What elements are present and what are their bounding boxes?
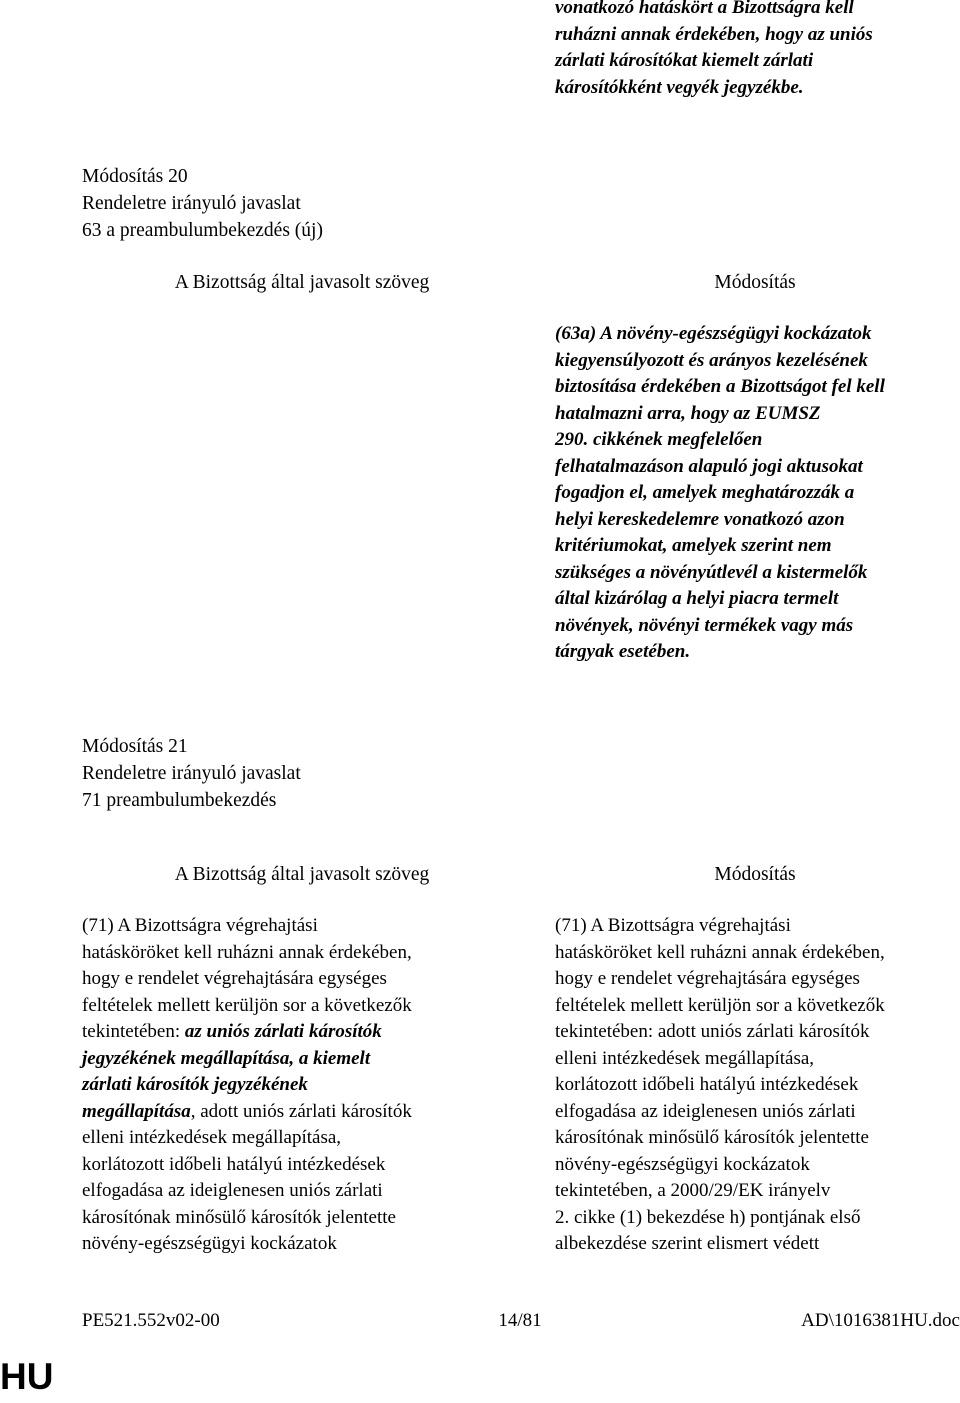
text-line: biztosítása érdekében a Bizottságot fel kell: [555, 376, 885, 397]
continuation-line: vonatkozó hatáskört a Bizottságra kell: [555, 0, 854, 18]
text-line: (71) A Bizottságra végrehajtási: [555, 915, 791, 936]
amendment-21-heading: [82, 733, 301, 814]
plain-text: feltételek mellett kerüljön sor a következők: [82, 994, 412, 1016]
plain-text: korlátozott időbeli hatályú intézkedések: [82, 1153, 386, 1175]
amendment-20-right-text: [555, 321, 885, 666]
continuation-line: ruházni annak érdekében, hogy az uniós: [555, 23, 873, 45]
amendment-title: Módosítás 21: [82, 736, 188, 757]
amendment-20-right-column-header: Módosítás: [714, 272, 796, 293]
text-line: hatásköröket kell ruházni annak érdekében,: [555, 941, 885, 963]
amendment-21-left-column-header: A Bizottság által javasolt szöveg: [174, 864, 430, 885]
amendment-20-left-column-header: A Bizottság által javasolt szöveg: [174, 272, 430, 293]
text-line: 2. cikke (1) bekezdése h) pontjának első: [555, 1206, 861, 1228]
text-line: (63a) A növény-egészségügyi kockázatok: [555, 323, 872, 344]
continuation-paragraph: [555, 0, 873, 101]
text-line: [82, 1125, 412, 1152]
plain-text: tekintetében:: [82, 1021, 185, 1042]
text-line: növények, növényi termékek vagy más: [555, 614, 854, 636]
amendment-20-heading: [82, 163, 323, 244]
text-line: hatalmazni arra, hogy az EUMSZ: [555, 402, 821, 424]
text-line: tárgyak esetében.: [555, 641, 691, 662]
text-line: fogadjon el, amelyek meghatározzák a: [555, 482, 855, 503]
plain-text: (71) A Bizottságra végrehajtási: [82, 915, 318, 936]
amendment-21-right-column-header: Módosítás: [714, 864, 796, 885]
text-line: albekezdése szerint elismert védett: [555, 1233, 820, 1254]
amendment-reference: 71 preambulumbekezdés: [82, 790, 277, 811]
text-line: 290. cikkének megfelelően: [555, 429, 763, 450]
text-line: elfogadása az ideiglenesen uniós zárlati: [555, 1100, 856, 1122]
plain-text: hogy e rendelet végrehajtására egységes: [82, 968, 387, 989]
amendment-21-right-text: [555, 913, 885, 1258]
text-line: [82, 940, 412, 967]
text-line: által kizárólag a helyi piacra termelt: [555, 588, 839, 609]
text-line: helyi kereskedelemre vonatkozó azon: [555, 508, 845, 530]
plain-text: elleni intézkedések megállapítása,: [82, 1127, 342, 1148]
plain-text: elfogadása az ideiglenesen uniós zárlati: [82, 1180, 383, 1201]
continuation-line: zárlati károsítókat kiemelt zárlati: [555, 50, 814, 71]
text-line: [82, 913, 412, 940]
text-line: [82, 966, 412, 993]
text-line: hogy e rendelet végrehajtására egységes: [555, 968, 860, 989]
plain-text: , adott uniós zárlati károsítók: [190, 1100, 412, 1122]
deleted-text: az uniós zárlati károsítók: [184, 1021, 382, 1042]
text-line: [82, 1072, 412, 1099]
text-line: [82, 993, 412, 1020]
text-line: korlátozott időbeli hatályú intézkedések: [555, 1074, 859, 1095]
text-line: [82, 1019, 412, 1046]
text-line: tekintetében, a 2000/29/EK irányelv: [555, 1180, 831, 1201]
footer-file-name: AD\1016381HU.doc: [801, 1310, 960, 1331]
continuation-line: károsítókként vegyék jegyzékbe.: [555, 76, 804, 98]
amendment-subtitle: Rendeletre irányuló javaslat: [82, 193, 301, 214]
text-line: károsítónak minősülő károsítók jelentette: [555, 1127, 869, 1148]
text-line: feltételek mellett kerüljön sor a következők: [555, 994, 885, 1016]
text-line: elleni intézkedések megállapítása,: [555, 1047, 815, 1069]
text-line: [82, 1152, 412, 1179]
deleted-text: zárlati károsítók jegyzékének: [82, 1074, 308, 1095]
text-line: felhatalmazáson alapuló jogi aktusokat: [555, 455, 863, 477]
text-line: [82, 1178, 412, 1205]
text-line: növény-egészségügyi kockázatok: [555, 1153, 810, 1175]
text-line: [82, 1046, 412, 1073]
deleted-text: jegyzékének megállapítása, a kiemelt: [82, 1047, 371, 1069]
amendment-title: Módosítás 20: [82, 166, 188, 187]
amendment-21-left-text: [82, 913, 412, 1258]
plain-text: hatásköröket kell ruházni annak érdekében,: [82, 941, 412, 963]
deleted-text: megállapítása: [82, 1100, 191, 1122]
amendment-subtitle: Rendeletre irányuló javaslat: [82, 763, 301, 784]
footer-language-code: HU: [0, 1356, 54, 1397]
text-line: tekintetében: adott uniós zárlati károsítók: [555, 1021, 870, 1042]
amendment-reference: 63 a preambulumbekezdés (új): [82, 220, 323, 241]
text-line: kritériumokat, amelyek szerint nem: [555, 535, 832, 556]
text-line: szükséges a növényútlevél a kistermelők: [555, 561, 868, 583]
text-line: [82, 1099, 412, 1126]
footer-page-number: 14/81: [498, 1310, 542, 1331]
text-line: [82, 1231, 412, 1258]
plain-text: növény-egészségügyi kockázatok: [82, 1233, 337, 1254]
plain-text: károsítónak minősülő károsítók jelentette: [82, 1206, 396, 1228]
footer-doc-ref: PE521.552v02-00: [82, 1310, 220, 1331]
text-line: kiegyensúlyozott és arányos kezelésének: [555, 349, 868, 371]
text-line: [82, 1205, 412, 1232]
